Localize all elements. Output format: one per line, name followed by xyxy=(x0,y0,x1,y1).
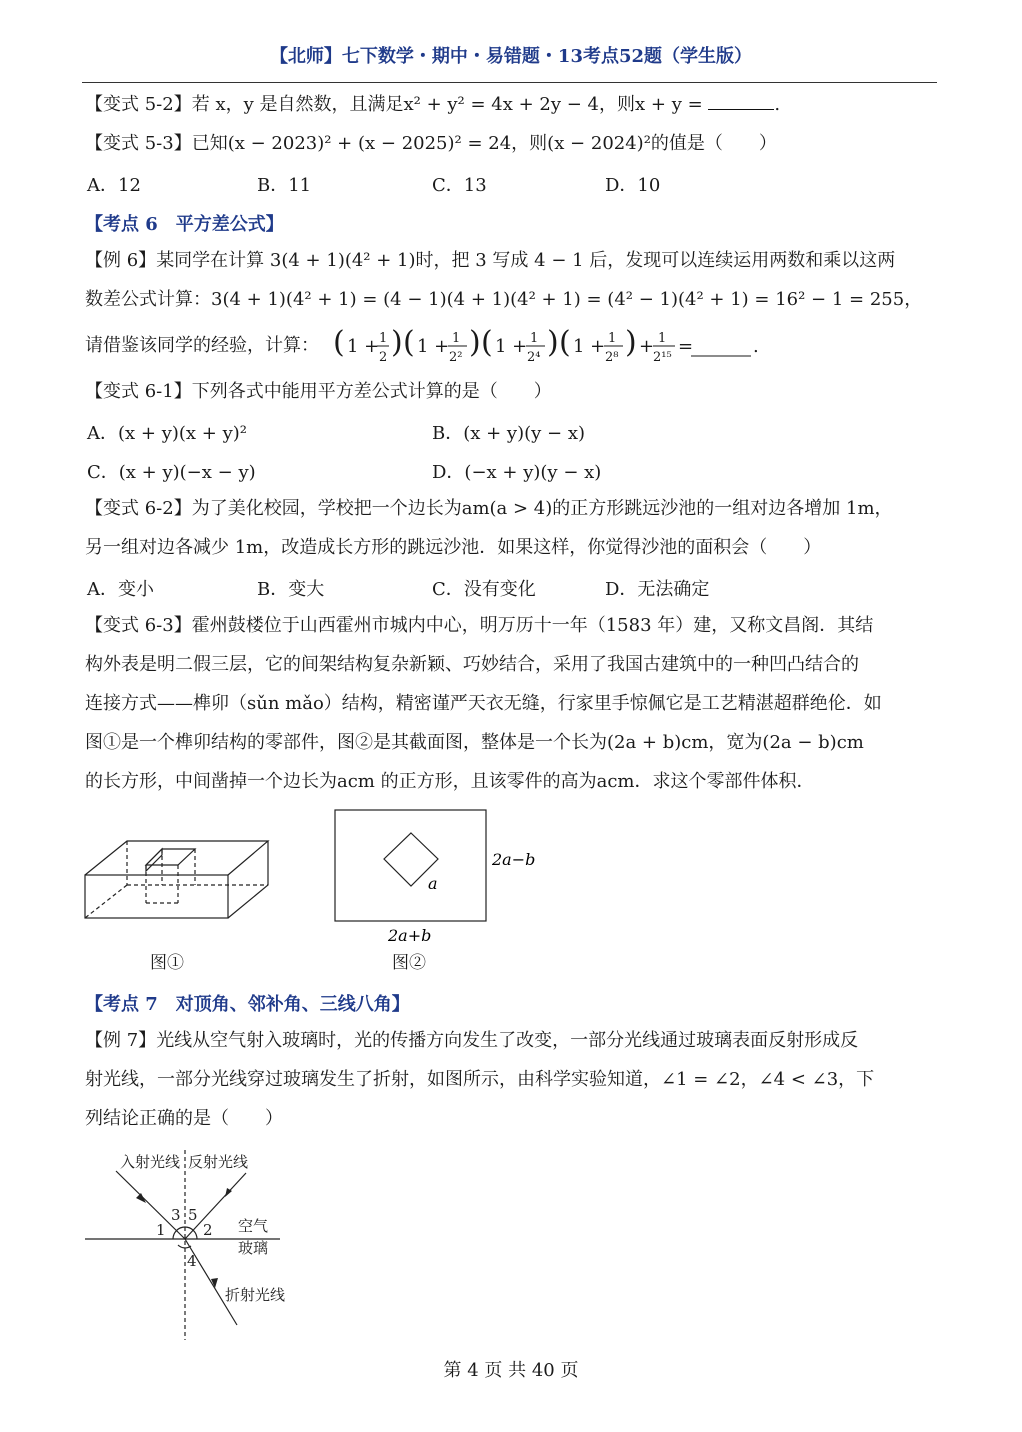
svg-text:(: ( xyxy=(403,325,415,360)
label-reflected: 反射光线 xyxy=(188,1153,249,1171)
option-c[interactable]: C．(x + y)(−x − y) xyxy=(87,462,256,483)
frac-num: 1 xyxy=(379,331,388,346)
figure-1-box xyxy=(82,835,274,927)
example-6-expression xyxy=(333,322,763,368)
section-6-title: 【考点 6 平方差公式】 xyxy=(85,214,284,235)
question-5-3 xyxy=(85,132,777,156)
question-tail: . xyxy=(774,94,781,115)
label-a: a xyxy=(428,874,438,893)
svg-text:(: ( xyxy=(481,325,493,360)
question-label: 【变式 6-3】 xyxy=(85,615,192,636)
svg-text:1: 1 xyxy=(608,331,617,346)
example-text: 某同学在计算 3(4 + 1)(4² + 1)时，把 3 写成 4 − 1 后，发现可以连续运用两数和乘以这两 xyxy=(156,250,896,271)
option-d[interactable]: D．10 xyxy=(605,175,661,196)
question-6-2-line-2: 另一组对边各减少 1m，改造成长方形的跳远沙池．如果这样，你觉得沙池的面积会（ ） xyxy=(85,537,822,558)
svg-text:1 +: 1 + xyxy=(417,336,450,357)
section-7-title: 【考点 7 对顶角、邻补角、三线八角】 xyxy=(85,994,410,1015)
question-text: 霍州鼓楼位于山西霍州市城内中心，明万历十一年（1583 年）建，又称文昌阁．其结 xyxy=(191,615,874,636)
example-7-line-1 xyxy=(85,1029,858,1053)
figure-1-caption: 图① xyxy=(150,953,184,973)
header-rule xyxy=(82,82,937,83)
option-b[interactable]: B．11 xyxy=(257,175,312,196)
example-6-line-1 xyxy=(85,249,895,273)
svg-text:2⁴: 2⁴ xyxy=(527,350,541,365)
svg-text:2⁸: 2⁸ xyxy=(605,350,619,365)
question-text: 若 x，y 是自然数，且满足x² + y² = 4x + 2y − 4，则x + y = xyxy=(191,94,703,115)
example-6-line-2: 数差公式计算：3(4 + 1)(4² + 1) = (4 − 1)(4 + 1)(4² + 1) = (4² − 1)(4² + 1) = 16² − 1 = 255， xyxy=(85,289,923,310)
paren-open: ( xyxy=(333,325,345,360)
figure-2-section xyxy=(330,805,540,945)
question-6-3-line-1 xyxy=(85,614,873,638)
example-prompt: 请借鉴该同学的经验，计算： xyxy=(85,335,319,356)
svg-text:1: 1 xyxy=(658,331,667,346)
question-text: 为了美化校园，学校把一个边长为am(a > 4)的正方形跳远沙池的一组对边各增加 1m， xyxy=(191,498,893,519)
svg-text:2¹⁵: 2¹⁵ xyxy=(653,350,672,365)
svg-text:+: + xyxy=(639,336,655,357)
svg-text:1 +: 1 + xyxy=(573,336,606,357)
svg-text:1 +: 1 + xyxy=(495,336,528,357)
question-6-3-line-4: 图①是一个榫卯结构的零部件，图②是其截面图，整体是一个长为(2a + b)cm，宽为(2a − b)cm xyxy=(85,732,864,753)
page-header: 【北师】七下数学・期中・易错题・13考点52题（学生版） xyxy=(269,46,753,67)
question-6-1 xyxy=(85,380,552,404)
incident-ray xyxy=(116,1171,185,1239)
example-6-line-3 xyxy=(85,334,319,358)
answer-blank[interactable] xyxy=(708,109,774,110)
question-text: 已知(x − 2023)² + (x − 2025)² = 24，则(x − 2024)²的值是（ ） xyxy=(191,133,777,154)
page-footer: 第 4 页 共 40 页 xyxy=(443,1360,579,1381)
option-b[interactable]: B．变大 xyxy=(257,579,325,600)
option-c[interactable]: C．13 xyxy=(432,175,487,196)
figure-2-caption: 图② xyxy=(392,953,426,973)
question-label: 【变式 6-2】 xyxy=(85,498,192,519)
label-refracted: 折射光线 xyxy=(225,1286,286,1304)
question-6-2-line-1 xyxy=(85,497,893,521)
option-d[interactable]: D．无法确定 xyxy=(605,579,710,600)
svg-text:): ) xyxy=(547,325,559,360)
question-label: 【变式 5-2】 xyxy=(85,94,192,115)
svg-text:=: = xyxy=(678,336,694,357)
angle-2: 2 xyxy=(203,1221,213,1239)
svg-text:1: 1 xyxy=(452,331,461,346)
svg-text:.: . xyxy=(753,336,759,357)
option-c[interactable]: C．没有变化 xyxy=(432,579,536,600)
svg-text:): ) xyxy=(625,325,637,360)
option-a[interactable]: A．变小 xyxy=(87,579,154,600)
frac-den: 2 xyxy=(379,350,388,365)
svg-text:): ) xyxy=(469,325,481,360)
example-text: 光线从空气射入玻璃时，光的传播方向发生了改变，一部分光线通过玻璃表面反射形成反 xyxy=(156,1030,859,1051)
option-a[interactable]: A．12 xyxy=(87,175,141,196)
question-6-3-line-3: 连接方式——榫卯（sǔn mǎo）结构，精密谨严天衣无缝，行家里手惊佩它是工艺精湛超群绝伦．如 xyxy=(85,693,882,714)
angle-3: 3 xyxy=(171,1206,181,1224)
question-5-2 xyxy=(85,93,780,117)
angle-1: 1 xyxy=(156,1221,166,1239)
example-7-line-3: 列结论正确的是（ ） xyxy=(85,1108,283,1129)
svg-text:(: ( xyxy=(559,325,571,360)
question-text: 下列各式中能用平方差公式计算的是（ ） xyxy=(191,381,552,402)
option-a[interactable]: A．(x + y)(x + y)² xyxy=(87,423,247,444)
svg-text:2²: 2² xyxy=(449,350,463,365)
svg-text:1: 1 xyxy=(530,331,539,346)
option-b[interactable]: B．(x + y)(y − x) xyxy=(432,423,586,444)
figure-3-refraction xyxy=(80,1145,320,1345)
label-width: 2a−b xyxy=(492,850,536,869)
term-1: 1 + xyxy=(347,336,380,357)
label-length: 2a+b xyxy=(388,926,432,945)
example-7-line-2: 射光线，一部分光线穿过玻璃发生了折射，如图所示，由科学实验知道，∠1 = ∠2，∠4 < ∠3，下 xyxy=(85,1069,875,1090)
label-glass: 玻璃 xyxy=(238,1239,269,1257)
label-air: 空气 xyxy=(238,1217,269,1235)
question-6-3-line-2: 构外表是明二假三层，它的间架结构复杂新颖、巧妙结合，采用了我国古建筑中的一种凹凸结合的 xyxy=(85,654,859,675)
label-incident: 入射光线 xyxy=(120,1153,181,1171)
angle-5: 5 xyxy=(188,1206,198,1224)
angle-4: 4 xyxy=(187,1252,197,1270)
question-6-3-line-5: 的长方形，中间凿掉一个边长为acm 的正方形，且该零件的高为acm．求这个零部件体积． xyxy=(85,771,815,792)
question-label: 【变式 6-1】 xyxy=(85,381,192,402)
example-label: 【例 6】 xyxy=(85,250,157,271)
option-d[interactable]: D．(−x + y)(y − x) xyxy=(432,462,602,483)
paren-close: ) xyxy=(391,325,403,360)
example-label: 【例 7】 xyxy=(85,1030,157,1051)
question-label: 【变式 5-3】 xyxy=(85,133,192,154)
